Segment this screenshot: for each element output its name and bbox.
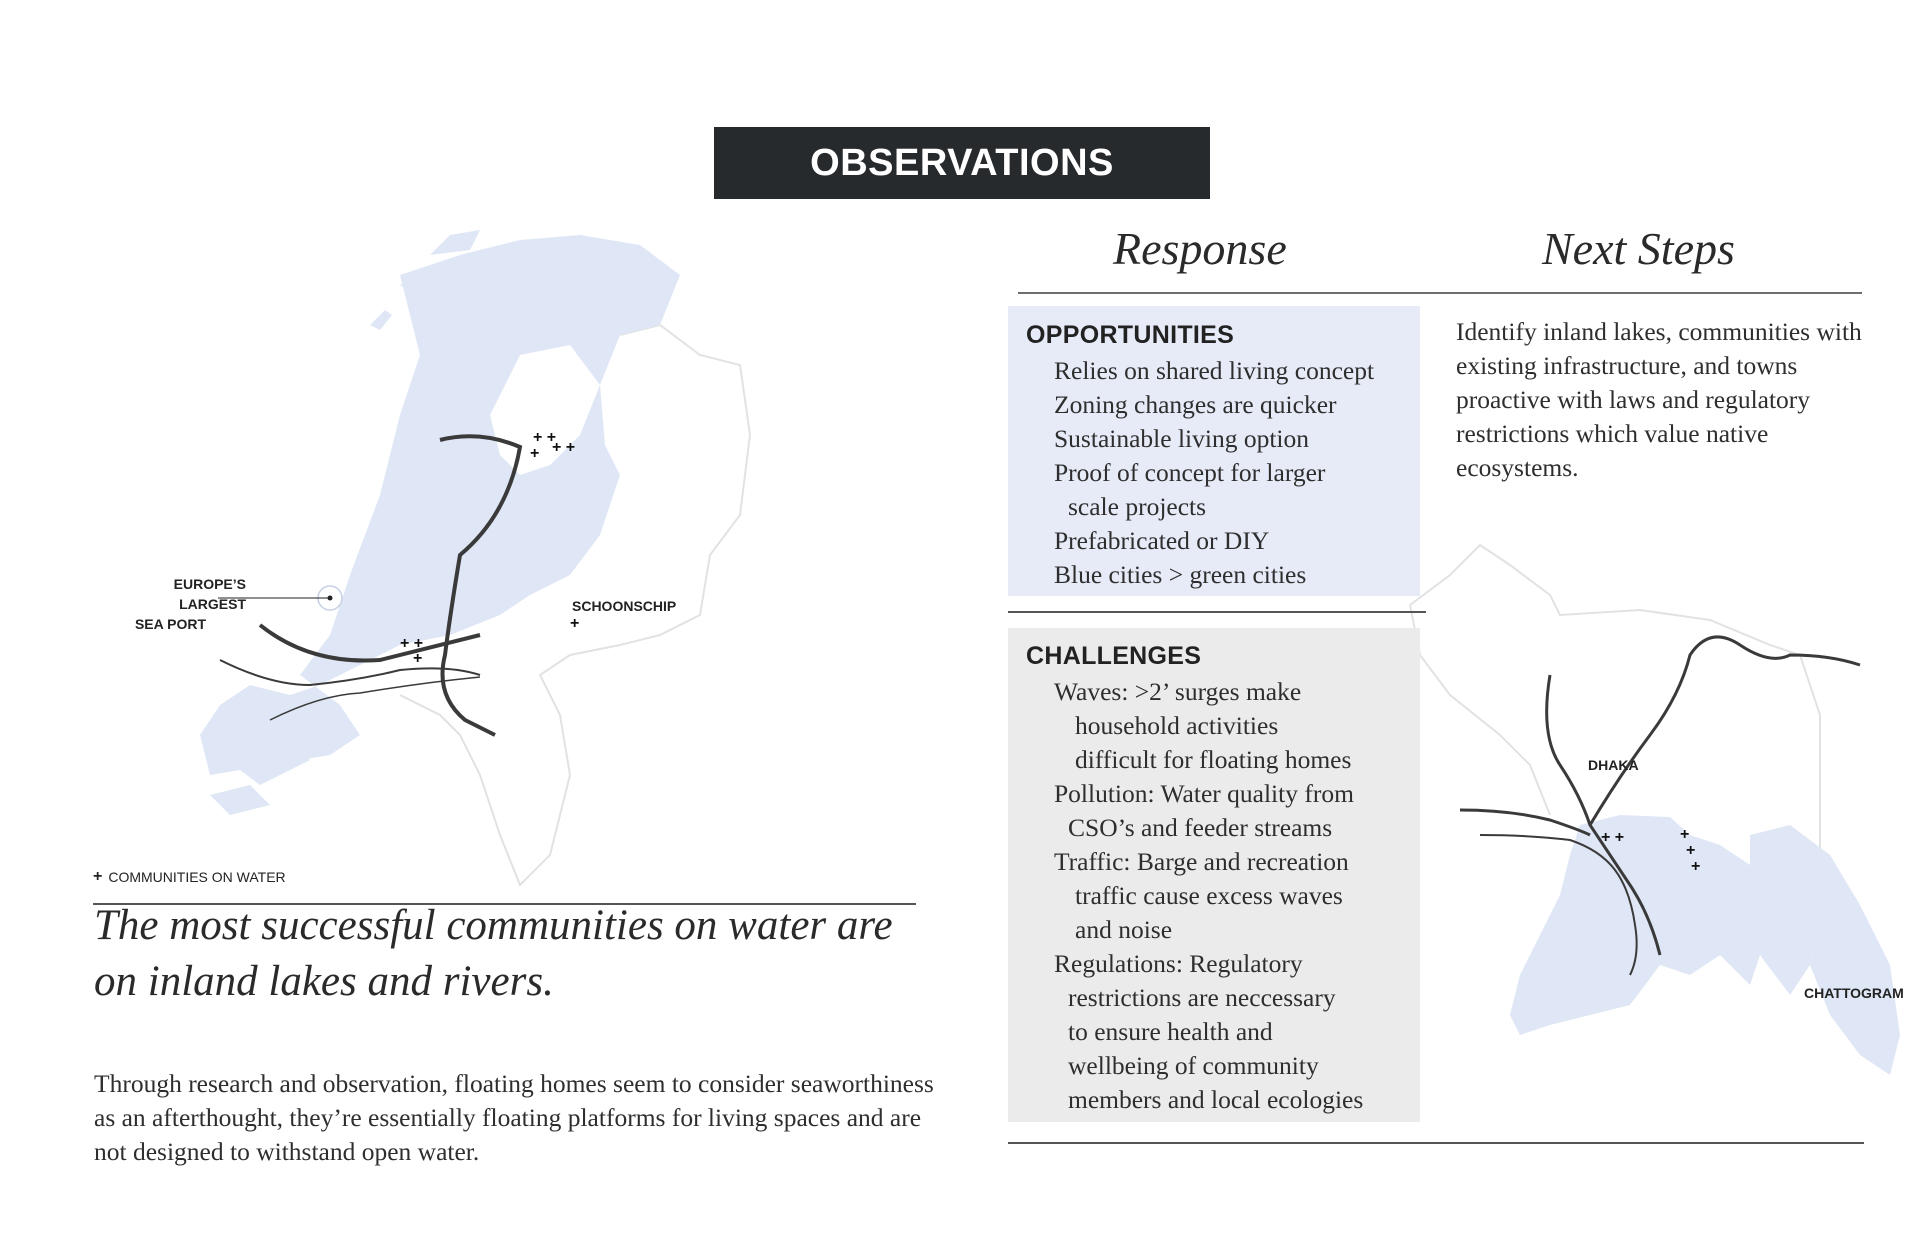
map-legend (93, 868, 286, 886)
opportunity-item: Prefabricated or DIY (1054, 526, 1270, 555)
svg-text:+: + (1686, 842, 1696, 859)
sea-port-marker (328, 596, 333, 601)
opportunity-item: Blue cities > green cities (1054, 560, 1307, 589)
svg-text:+ +: + + (552, 439, 576, 456)
opportunity-item: Zoning changes are quicker (1054, 390, 1337, 419)
challenge-item: restrictions are neccessary (1068, 983, 1336, 1012)
page-title-banner (714, 127, 1210, 199)
challenge-item: members and local ecologies (1068, 1085, 1364, 1114)
column-heading-next-steps: Next Steps (1542, 223, 1735, 274)
challenge-item: CSO’s and feeder streams (1068, 813, 1333, 842)
headline: The most successful communities on water are on inland lakes and rivers. (94, 902, 893, 1005)
bangladesh-delta-land (1510, 815, 1820, 1035)
bangladesh-map (1390, 535, 1910, 1095)
opportunities-title: OPPORTUNITIES (1026, 321, 1235, 349)
bottom-divider (1008, 1142, 1864, 1144)
map-label-port (106, 574, 246, 634)
challenge-item: wellbeing of community (1068, 1051, 1319, 1080)
challenge-item: traffic cause excess waves (1075, 881, 1343, 910)
challenges-title: CHALLENGES (1026, 642, 1202, 670)
svg-text:+: + (570, 615, 580, 632)
challenge-item: difficult for floating homes (1075, 745, 1352, 774)
svg-text:+: + (530, 445, 540, 462)
column-heading-response: Response (1113, 223, 1287, 274)
body-paragraph: Through research and observation, floating homes seem to consider seaworthiness as an afterthought, they’re essentially floating platforms for living spaces and are not designed to withstand open water. (94, 1069, 934, 1166)
community-markers-dhaka (1601, 829, 1624, 846)
map-label-dhaka: DHAKA (1588, 757, 1639, 773)
legend-plus-icon: + (93, 868, 103, 885)
middle-divider (1008, 611, 1426, 613)
river-padma (1460, 810, 1590, 835)
netherlands-map (100, 215, 800, 895)
bangladesh-border-west (1410, 605, 1550, 815)
map-label-port-line2: SEA PORT (134, 616, 206, 632)
svg-text:+ +: + + (1601, 829, 1625, 846)
svg-text:+: + (413, 650, 423, 667)
svg-text:+ +: + + (400, 635, 424, 652)
challenge-item: Regulations: Regulatory (1054, 949, 1303, 978)
next-steps-text: Identify inland lakes, communities with existing infrastructure, and towns proactive with laws and regulatory restrictions which value native ecosystems. (1456, 317, 1862, 482)
svg-text:+: + (1691, 858, 1701, 875)
opportunity-item: Sustainable living option (1054, 424, 1309, 453)
opportunity-item: Proof of concept for larger (1054, 458, 1326, 487)
opportunities-panel (1008, 306, 1420, 596)
challenge-item: Pollution: Water quality from (1054, 779, 1354, 808)
map-label-chattogram: CHATTOGRAM (1804, 985, 1904, 1001)
map-label-port-line1: EUROPE’S LARGEST (173, 576, 246, 612)
heading-divider (1018, 292, 1862, 294)
community-marker-schoonschip (570, 615, 579, 632)
svg-text:+: + (1680, 826, 1690, 843)
challenge-item: and noise (1075, 915, 1173, 944)
map-label-schoonschip: SCHOONSCHIP (572, 598, 677, 614)
challenge-item: Traffic: Barge and recreation (1054, 847, 1349, 876)
legend-label: COMMUNITIES ON WATER (108, 869, 286, 885)
opportunity-item: Relies on shared living concept (1054, 356, 1375, 385)
challenge-item: Waves: >2’ surges make (1054, 677, 1302, 706)
svg-text:+ +: + + (533, 429, 557, 446)
page-title: OBSERVATIONS (810, 141, 1114, 184)
opportunity-item: scale projects (1068, 492, 1207, 521)
challenge-item: to ensure health and (1068, 1017, 1273, 1046)
community-markers-river (400, 635, 423, 667)
challenges-panel (1008, 628, 1420, 1122)
challenge-item: household activities (1075, 711, 1279, 740)
bangladesh-border-outline (1410, 545, 1820, 855)
